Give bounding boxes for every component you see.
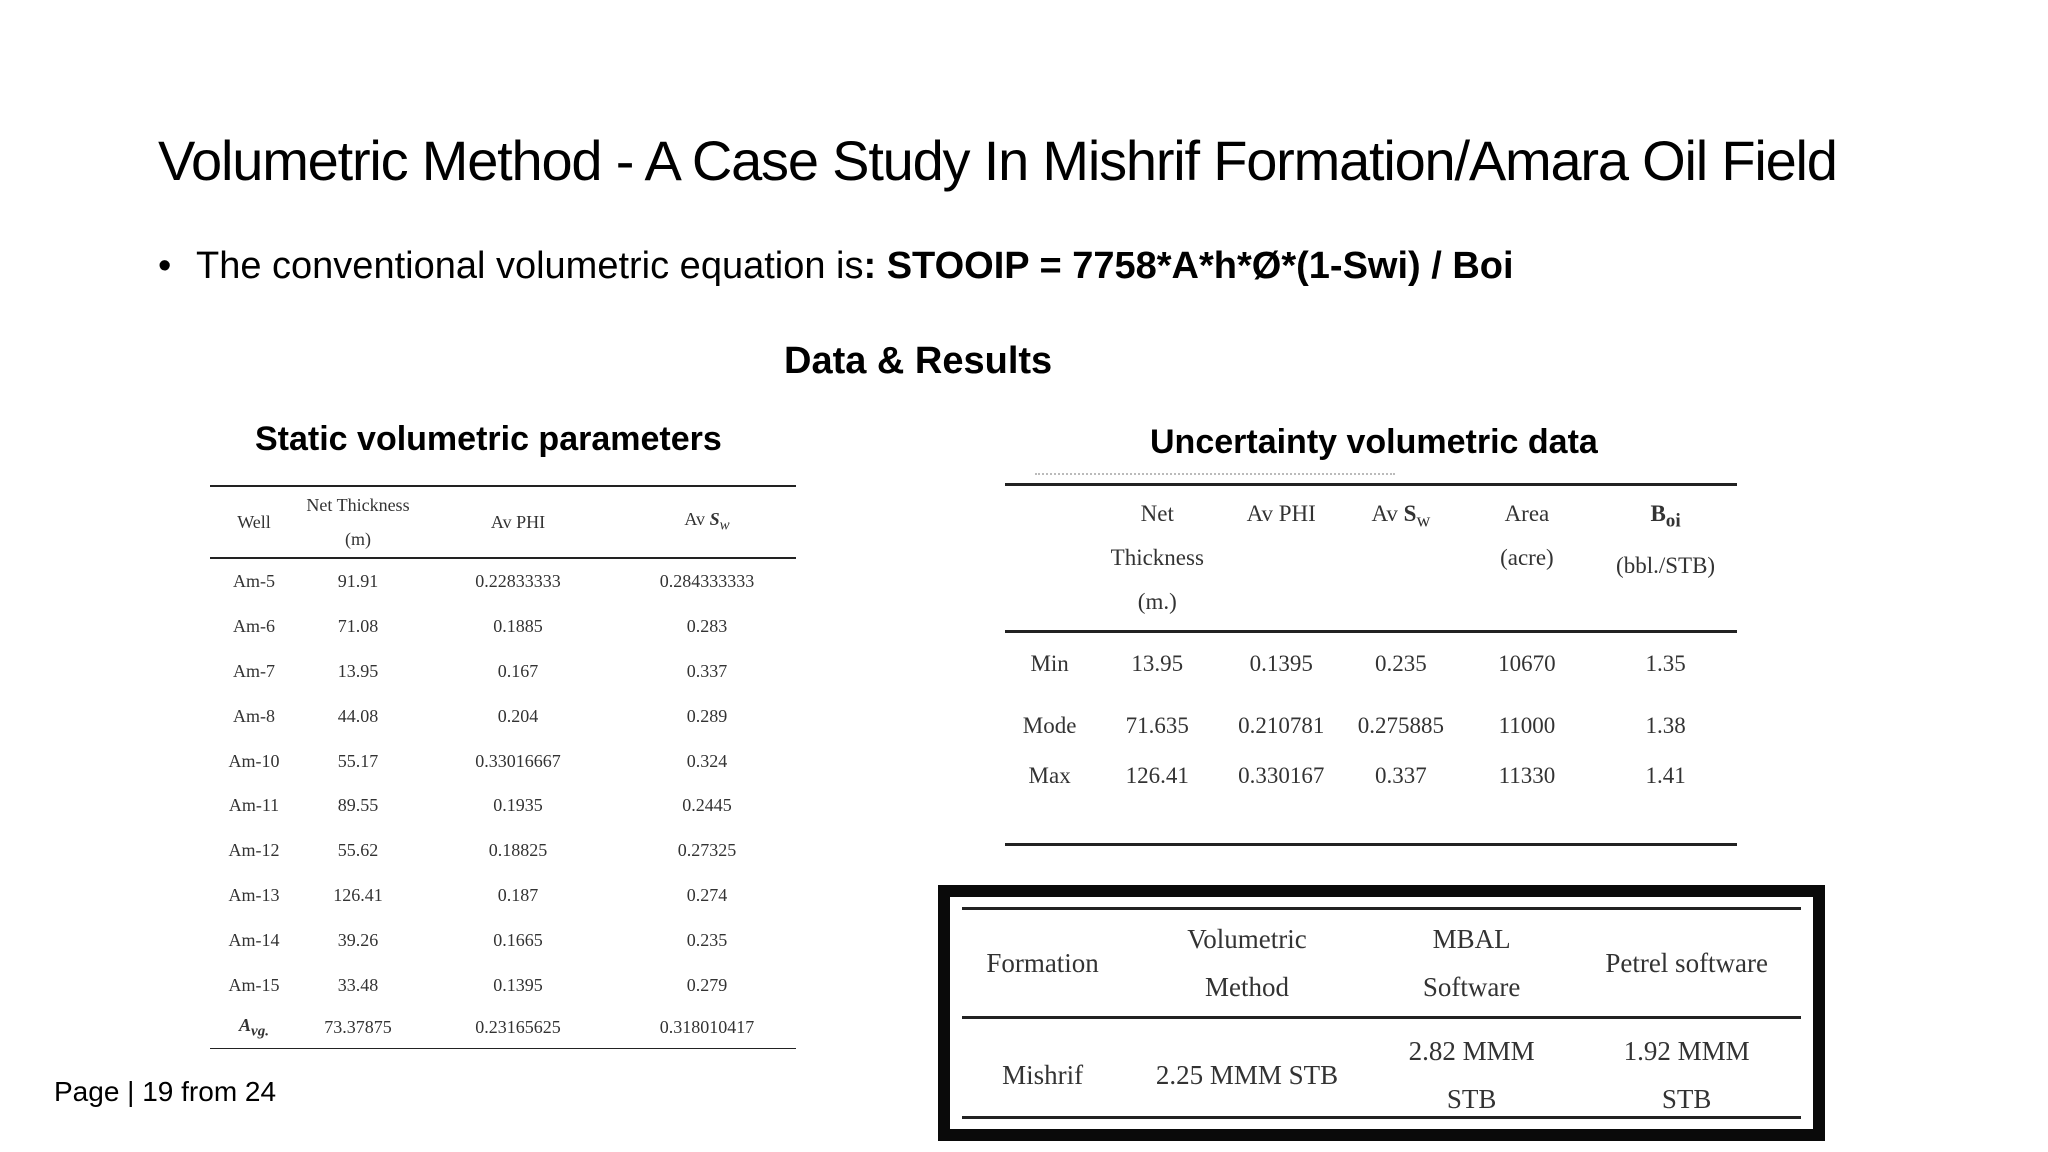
table-cell: Am-12 (228, 840, 280, 861)
uncertainty-table-caption: Uncertainty volumetric data (1150, 423, 1598, 461)
header-net-thickness: Net Thickness (m) (306, 495, 410, 549)
table-cell: 55.17 (337, 750, 379, 771)
table-row (210, 783, 796, 828)
table-cell: 1.35 (1645, 651, 1686, 676)
section-heading: Data & Results (784, 340, 1053, 382)
table-cell: 1.38 (1645, 713, 1686, 738)
avg-net: 73.37875 (324, 1017, 392, 1038)
table-row (210, 828, 796, 873)
table-cell: 0.274 (686, 885, 728, 906)
table-row (210, 739, 796, 784)
results-comparison-table (938, 885, 1825, 1141)
table-cell: 0.279 (686, 974, 728, 995)
table-row (210, 918, 796, 963)
table-cell: 13.95 (1131, 651, 1184, 676)
header-area: Area (acre) (1500, 501, 1554, 570)
table-cell: 0.1935 (493, 795, 543, 816)
row-volumetric: 2.25 MMM STB (1155, 1060, 1339, 1090)
table-cell: 11000 (1498, 713, 1556, 738)
header-boi: $B_{oi}$ (bbl./STB) (1616, 501, 1716, 578)
avg-sw: 0.318010417 (659, 1017, 755, 1038)
header-av-phi: Av PHI (1246, 501, 1316, 526)
scan-artifact (1035, 473, 1395, 483)
table-row (1005, 757, 1737, 845)
table-row (210, 694, 796, 739)
header-mbal: MBAL Software (1422, 924, 1521, 1002)
table-cell: 89.55 (337, 795, 379, 816)
comparison-row (962, 1018, 1801, 1132)
table-cell: 0.289 (686, 705, 728, 726)
table-cell: 0.1395 (1249, 651, 1313, 676)
table-cell: 0.204 (497, 705, 539, 726)
avg-phi: 0.23165625 (475, 1017, 561, 1038)
table-cell: Mode (1022, 713, 1077, 738)
table-cell: 71.08 (337, 615, 379, 636)
bullet-text: The conventional volumetric equation is (196, 245, 864, 287)
page-footer: Page | 19 from 24 (54, 1076, 277, 1107)
header-well: Well (237, 512, 271, 532)
static-avg-row (210, 1008, 796, 1049)
table-cell: 11330 (1498, 763, 1556, 788)
table-cell: Am-7 (233, 660, 275, 681)
header-av-phi: Av PHI (490, 512, 546, 532)
volumetric-formula: : STOOIP = 7758*A*h*Ø*(1-Swi) / Boi (863, 245, 1514, 287)
static-parameters-table (210, 485, 796, 1049)
table-cell: 33.48 (337, 974, 379, 995)
table-cell: 10670 (1498, 651, 1556, 676)
table-cell: 91.91 (337, 570, 379, 591)
table-cell: Am-8 (233, 705, 275, 726)
table-cell: Min (1030, 651, 1069, 676)
table-cell: 0.167 (497, 660, 539, 681)
bullet-icon: • (158, 245, 172, 287)
table-cell: Am-15 (228, 974, 280, 995)
table-row (1005, 632, 1737, 696)
table-row (210, 558, 796, 604)
table-cell: Am-10 (228, 750, 280, 771)
table-cell: 0.18825 (488, 840, 548, 861)
table-cell: 55.62 (337, 840, 379, 861)
table-cell: 0.283 (686, 615, 728, 636)
table-cell: 0.1395 (493, 974, 543, 995)
table-cell: 0.330167 (1238, 763, 1325, 788)
table-cell: 126.41 (1125, 763, 1189, 788)
header-blank (1005, 485, 1094, 632)
table-cell: 0.27325 (677, 840, 737, 861)
table-cell: 0.275885 (1357, 713, 1445, 738)
table-cell: 0.210781 (1238, 713, 1325, 738)
static-table-caption: Static volumetric parameters (255, 420, 722, 458)
table-cell: 71.635 (1125, 713, 1189, 738)
table-cell: Am-13 (228, 885, 280, 906)
table-cell: 0.1665 (493, 930, 543, 951)
table-row (210, 873, 796, 918)
table-cell: Am-5 (233, 570, 275, 591)
header-av-sw: Av $S_w$ (684, 508, 730, 534)
table-cell: 13.95 (337, 660, 379, 681)
row-formation: Mishrif (1002, 1060, 1084, 1090)
table-cell: 0.33016667 (475, 750, 561, 771)
table-cell: 0.337 (686, 660, 728, 681)
table-cell: Am-14 (228, 930, 280, 951)
row-petrel: 1.92 MMM STB (1623, 1036, 1750, 1114)
table-cell: Am-11 (228, 795, 280, 816)
avg-label: $A_{vg.}$ (239, 1015, 269, 1040)
table-cell: 0.284333333 (659, 570, 755, 591)
table-row (1005, 695, 1737, 757)
header-volumetric: Volumetric Method (1187, 924, 1307, 1002)
table-row (210, 604, 796, 649)
header-av-sw: Av $S_w$ (1371, 501, 1431, 532)
table-cell: 126.41 (333, 885, 383, 906)
table-cell: 0.2445 (682, 795, 732, 816)
equation-bullet (158, 245, 1514, 288)
comparison-header (962, 910, 1801, 1018)
table-cell: 0.235 (1375, 651, 1427, 676)
slide-title: Volumetric Method - A Case Study In Mishrif Formation/Amara Oil Field (158, 129, 1837, 192)
row-mbal: 2.82 MMM STB (1408, 1036, 1535, 1114)
table-row (210, 963, 796, 1008)
header-petrel: Petrel software (1605, 948, 1769, 978)
table-cell: Max (1028, 763, 1071, 788)
header-formation: Formation (986, 948, 1099, 978)
table-cell: 0.235 (686, 930, 728, 951)
uncertainty-table (1005, 483, 1737, 846)
uncertainty-table-header (1005, 485, 1737, 632)
table-cell: Am-6 (233, 615, 275, 636)
table-cell: 1.41 (1645, 763, 1686, 788)
table-cell: 0.22833333 (475, 570, 561, 591)
table-cell: 0.324 (686, 750, 728, 771)
table-cell: 0.187 (497, 885, 539, 906)
header-net-thickness: Net Thickness (m.) (1110, 501, 1204, 614)
table-cell: 0.337 (1375, 763, 1427, 788)
static-table-header (210, 486, 796, 558)
table-row (210, 649, 796, 694)
table-cell: 44.08 (337, 705, 379, 726)
table-cell: 39.26 (337, 930, 379, 951)
table-cell: 0.1885 (493, 615, 543, 636)
